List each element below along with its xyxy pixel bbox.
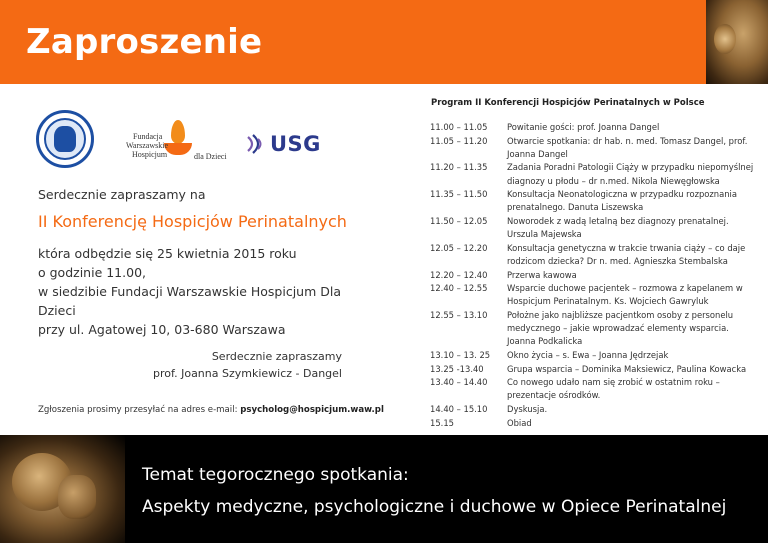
signup-note <box>38 405 384 415</box>
ultrasound-photo-bottom <box>0 435 125 543</box>
program-description: Zadania Poradni Patologii Ciąży w przypadku niepomyślnej diagnozy u płodu – dr n.med. Nikola Niewęgłowska <box>507 162 754 186</box>
signup-email[interactable]: psycholog@hospicjum.waw.pl <box>240 405 384 415</box>
program-description: Otwarcie spotkania: dr hab. n. med. Tomasz Dangel, prof. Joanna Dangel <box>507 135 748 159</box>
program-item <box>430 376 760 402</box>
program-item <box>430 135 760 161</box>
program-description: Konsultacja Neonatologiczna w przypadku rozpoznania prenatalnego. Danuta Liszewska <box>507 189 738 213</box>
program-time: 12.40 – 12.55 <box>430 283 488 294</box>
signature <box>153 348 342 382</box>
program-item <box>430 309 760 348</box>
program-description: Powitanie gości: prof. Joanna Dangel <box>507 122 660 132</box>
foundation-logo <box>124 122 234 177</box>
bowl-icon <box>164 143 192 155</box>
program-time: 12.55 – 13.10 <box>430 310 488 321</box>
usg-waves-icon <box>246 133 268 155</box>
conference-name: II Konferencję Hospicjów Perinatalnych <box>38 212 347 231</box>
program-time: 12.05 – 12.20 <box>430 242 488 253</box>
header-banner <box>0 0 768 84</box>
program-item <box>430 161 760 187</box>
details-line: przy ul. Agatowej 10, 03-680 Warszawa <box>38 322 286 337</box>
footer-banner <box>0 435 768 543</box>
program-description: Co nowego udało nam się zrobić w ostatnim roku – prezentacje ośrodków. <box>507 377 720 401</box>
program-time: 11.00 – 11.05 <box>430 122 488 132</box>
program-item <box>430 417 760 430</box>
event-details <box>38 244 368 339</box>
program-time: 11.20 – 11.35 <box>430 162 488 173</box>
program-description: Noworodek z wadą letalną bez diagnozy prenatalnej. Urszula Majewska <box>507 216 729 240</box>
invitation-lead: Serdecznie zapraszamy na <box>38 187 206 202</box>
program-description: Dyskusja. <box>507 404 548 415</box>
program-description: Obiad <box>507 417 532 428</box>
ultrasound-photo-top <box>706 0 768 84</box>
program-title: Program II Konferencji Hospicjów Perinatalnych w Polsce <box>431 98 705 108</box>
program-time: 12.20 – 12.40 <box>430 269 488 280</box>
program-item <box>430 121 760 134</box>
foundation-line-3: Hospicjum <box>132 150 168 159</box>
topic-title: Aspekty medyczne, psychologiczne i duchowe w Opiece Perinatalnej <box>142 497 727 517</box>
usg-logo-text: USG <box>270 132 321 156</box>
program-description: Przerwa kawowa <box>507 269 577 280</box>
program-item <box>430 403 760 416</box>
foundation-line-4: dla Dzieci <box>194 152 227 161</box>
details-line: o godzinie 11.00, <box>38 265 146 280</box>
flame-icon <box>171 120 185 144</box>
program-time: 11.35 – 11.50 <box>430 189 488 200</box>
topic-label: Temat tegorocznego spotkania: <box>142 465 409 485</box>
program-description: Konsultacja genetyczna w trakcie trwania ciąży – co daje rodzicom dziecka? Dr n. med. Agnieszka Stembalska <box>507 242 746 266</box>
foundation-line-2: Warszawskie <box>126 141 169 150</box>
foundation-line-1: Fundacja <box>133 132 163 141</box>
details-line: w siedzibie Fundacji Warszawskie Hospicjum Dla Dzieci <box>38 284 341 318</box>
program-time: 15.15 <box>430 417 454 428</box>
program-time: 14.40 – 15.10 <box>430 404 488 415</box>
invitation-block <box>38 187 368 339</box>
signup-text: Zgłoszenia prosimy przesyłać na adres e-mail: <box>38 405 241 415</box>
program-time: 13.10 – 13. 25 <box>430 349 491 360</box>
program-description: Okno życia – s. Ewa – Joanna Jędrzejak <box>507 349 669 360</box>
program-item <box>430 349 760 362</box>
program-description: Położne jako najbliższe pacjentkom osoby z personelu medycznego – jakie wprowadzać elementy wsparcia. Joanna Podkalicka <box>507 310 734 347</box>
usg-logo <box>246 132 326 158</box>
signature-line: prof. Joanna Szymkiewicz - Dangel <box>153 367 342 380</box>
program-item <box>430 282 760 308</box>
program-time: 13.40 – 14.40 <box>430 377 488 388</box>
program-time: 11.50 – 12.05 <box>430 216 488 227</box>
logos-row <box>36 110 336 180</box>
program-time: 11.05 – 11.20 <box>430 135 488 146</box>
page-title: Zaproszenie <box>26 22 263 62</box>
details-line: która odbędzie się 25 kwietnia 2015 roku <box>38 246 297 261</box>
program-item <box>430 363 760 376</box>
association-logo <box>36 110 94 168</box>
program-time: 13.25 -13.40 <box>430 363 484 374</box>
program-description: Grupa wsparcia – Dominika Maksiewicz, Paulina Kowacka <box>507 363 747 374</box>
program-item <box>430 242 760 268</box>
program-description: Wsparcie duchowe pacjentek – rozmowa z kapelanem w Hospicjum Perinatalnym. Ks. Wojciech Gawryluk <box>507 283 743 307</box>
program-list <box>430 121 760 430</box>
program-item <box>430 269 760 282</box>
program-item <box>430 215 760 241</box>
signature-line: Serdecznie zapraszamy <box>211 350 342 363</box>
program-item <box>430 188 760 214</box>
